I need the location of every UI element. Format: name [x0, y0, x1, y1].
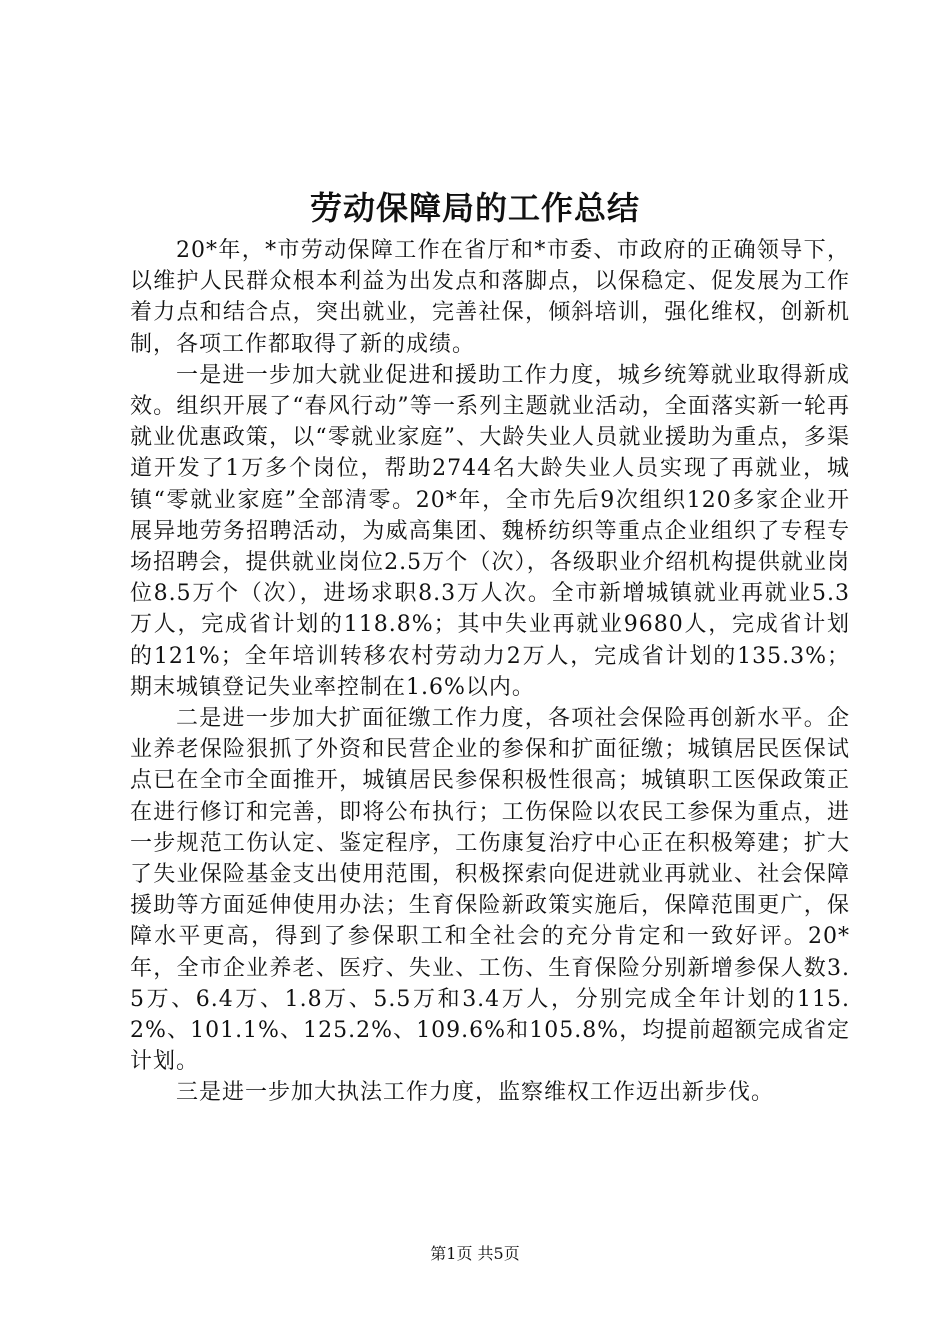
paragraph-social-insurance: 二是进一步加大扩面征缴工作力度，各项社会保险再创新水平。企业养老保险狠抓了外资和民营企业的参保和扩面征缴；城镇居民医保试点已在全市全面推开，城镇居民参保积极性很高；城镇职工医保政策正在进行修订和完善，即将公布执行；工伤保险以农民工参保为重点，进一步规范工伤认定、鉴定程序，工伤康复治疗中心正在积极筹建；扩大了失业保险基金支出使用范围，积极探索向促进就业再就业、社会保障援助等方面延伸使用办法；生育保险新政策实施后，保障范围更广，保障水平更高，得到了参保职工和全社会的充分肯定和一致好评。20*年，全市企业养老、医疗、失业、工伤、生育保险分别新增参保人数3.5万、6.4万、1.8万、5.5万和3.4万人，分别完成全年计划的115.2%、101.1%、125.2%、109.6%和105.8%，均提前超额完成省定计划。 — [130, 706, 850, 1075]
document-body — [130, 235, 850, 1109]
page-number-footer: 第1页 共5页 — [430, 1244, 520, 1263]
paragraph-intro: 20*年，*市劳动保障工作在省厅和*市委、市政府的正确领导下，以维护人民群众根本利益为出发点和落脚点，以保稳定、促发展为工作着力点和结合点，突出就业，完善社保，倾斜培训，强化维权，创新机制，各项工作都取得了新的成绩。 — [130, 238, 850, 357]
paragraph-law-enforcement: 三是进一步加大执法工作力度，监察维权工作迈出新步伐。 — [176, 1080, 775, 1106]
document-title: 劳动保障局的工作总结 — [309, 189, 640, 227]
paragraph-employment: 一是进一步加大就业促进和援助工作力度，城乡统筹就业取得新成效。组织开展了“春风行动”等一系列主题就业活动，全面落实新一轮再就业优惠政策，以“零就业家庭”、大龄失业人员就业援助为重点，多渠道开发了1万多个岗位，帮助2744名大龄失业人员实现了再就业，城镇“零就业家庭”全部清零。20*年，全市先后9次组织120多家企业开展异地劳务招聘活动，为威高集团、魏桥纺织等重点企业组织了专程专场招聘会，提供就业岗位2.5万个（次），各级职业介绍机构提供就业岗位8.5万个（次），进场求职8.3万人次。全市新增城镇就业再就业5.3万人，完成省计划的118.8%；其中失业再就业9680人，完成省计划的121%；全年培训转移农村劳动力2万人，完成省计划的135.3%；期末城镇登记失业率控制在1.6%以内。 — [130, 362, 850, 700]
